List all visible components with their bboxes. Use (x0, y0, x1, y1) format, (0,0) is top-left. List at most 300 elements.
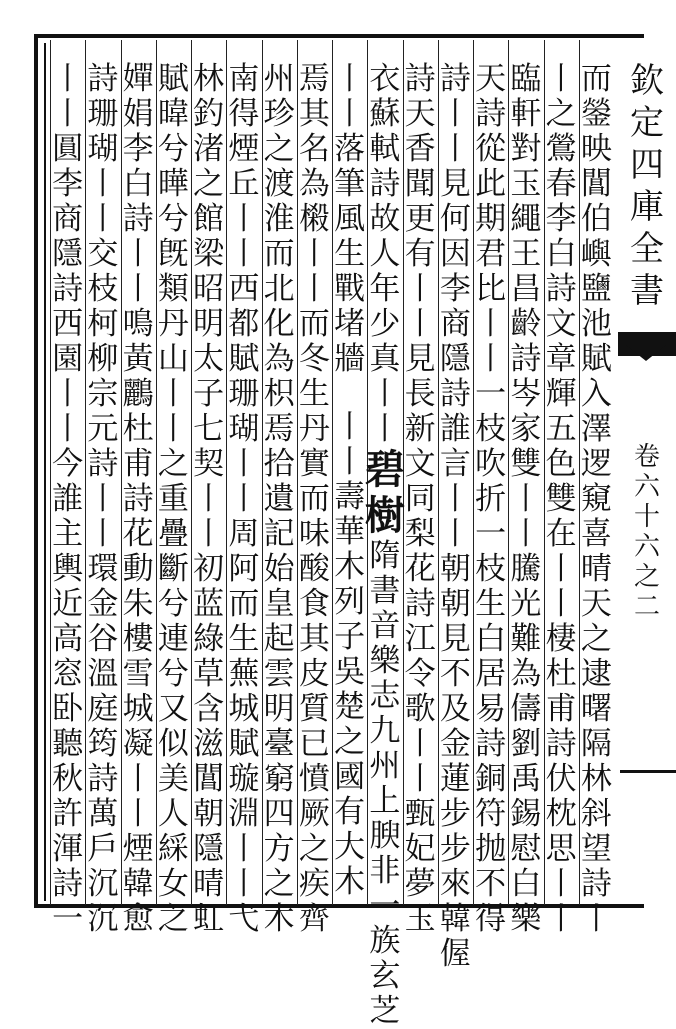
text-column (83, 61, 123, 937)
column-char: 一 (52, 901, 84, 937)
column-char: 動 (122, 551, 154, 587)
column-char: 繩 (510, 201, 542, 237)
column-char: 疾 (298, 866, 330, 902)
column-char: 江 (404, 621, 436, 657)
column-char: 枝 (87, 271, 119, 307)
column-char: 人 (157, 796, 189, 832)
column-char: 一 (475, 376, 507, 412)
column-char: 腴 (369, 818, 401, 854)
column-char: 隋 (369, 538, 401, 574)
column-char: 交 (87, 236, 119, 272)
banxin-title-char: 庫 (630, 187, 664, 227)
column-char: 實 (298, 446, 330, 482)
column-char: 丨 (228, 831, 260, 867)
banxin-juan-char: 之 (633, 562, 660, 592)
column-char: 而 (580, 61, 612, 97)
column-char: 憤 (298, 761, 330, 797)
column-char: 香 (404, 131, 436, 167)
column-char: 丹 (298, 411, 330, 447)
column-char: 鳴 (122, 306, 154, 342)
column-char: 初 (193, 551, 225, 587)
column-char: 丨 (193, 481, 225, 517)
column-char: 丨 (87, 516, 119, 552)
column-char: 玄 (369, 958, 401, 994)
column-char: 主 (52, 516, 84, 552)
column-char: 丨 (475, 306, 507, 342)
column-char: 窺 (580, 481, 612, 517)
column-char: 隔 (580, 726, 612, 762)
column-char: 聽 (52, 726, 84, 762)
text-column (506, 61, 546, 937)
column-char: 鶯 (545, 131, 577, 167)
column-char: 珊 (87, 96, 119, 132)
column-char: 淵 (228, 796, 260, 832)
column-char: 君 (475, 236, 507, 272)
column-char: 丨 (157, 376, 189, 412)
column-char: 吹 (475, 446, 507, 482)
column-char: 愈 (122, 901, 154, 937)
column-char: 梁 (193, 236, 225, 272)
column-char: 對 (510, 131, 542, 167)
text-column (330, 62, 370, 900)
column-char: 谷 (87, 621, 119, 657)
column-char: 商 (439, 306, 471, 342)
column-char: 焉 (298, 61, 330, 97)
column-char: 之 (193, 166, 225, 202)
column-char: 丨 (122, 796, 154, 832)
column-char: 閶 (193, 761, 225, 797)
column-char: 丨 (545, 866, 577, 902)
banxin-title-char: 全 (630, 229, 664, 269)
column-char: 銅 (475, 761, 507, 797)
column-char: 起 (263, 621, 295, 657)
column-char: 始 (263, 551, 295, 587)
column-char: 丨 (439, 96, 471, 132)
column-char: 美 (157, 761, 189, 797)
column-char: 渾 (52, 831, 84, 867)
column-char: 韓 (122, 866, 154, 902)
column-char: 何 (439, 201, 471, 237)
column-char: 伏 (545, 761, 577, 797)
column-char: 有 (404, 236, 436, 272)
column-char: 列 (334, 584, 366, 620)
column-char: 符 (475, 796, 507, 832)
column-char: 梨 (404, 516, 436, 552)
column-char: 風 (334, 201, 366, 237)
column-char: 家 (510, 411, 542, 447)
column-char: 比 (475, 271, 507, 307)
column-char: 王 (510, 236, 542, 272)
column-char: 丨 (404, 306, 436, 342)
column-char: 見 (439, 166, 471, 202)
column-char: 楚 (334, 689, 366, 725)
column-char: 斷 (157, 551, 189, 587)
column-char: 言 (439, 446, 471, 482)
column-char: 棲 (545, 621, 577, 657)
column-char: 園 (52, 341, 84, 377)
column-char: 輝 (545, 376, 577, 412)
column-char: 思 (545, 831, 577, 867)
column-char: 志 (369, 678, 401, 714)
column-char: 華 (334, 514, 366, 550)
column-char: 丨 (52, 376, 84, 412)
column-char: 非 (369, 853, 401, 889)
column-char: 樓 (122, 621, 154, 657)
banxin-juan (618, 442, 676, 622)
column-char: 文 (545, 306, 577, 342)
column-char: 見 (404, 341, 436, 377)
column-char: 沉 (87, 866, 119, 902)
column-char: 卧 (52, 691, 84, 727)
column-char: 聞 (404, 166, 436, 202)
column-char: 芝 (369, 993, 401, 1029)
column-char: 丨 (87, 201, 119, 237)
column-char: 南 (228, 61, 260, 97)
column-char: 生 (228, 621, 260, 657)
column-char: 州 (369, 748, 401, 784)
text-column (118, 61, 158, 937)
column-char: 圓 (52, 131, 84, 167)
column-char: 歌 (404, 691, 436, 727)
column-char: 五 (545, 411, 577, 447)
column-char: 晴 (193, 866, 225, 902)
column-char: 白 (475, 621, 507, 657)
text-column (294, 61, 334, 937)
column-char: 兮 (157, 201, 189, 237)
column-char: 上 (369, 783, 401, 819)
column-char: 賦 (228, 726, 260, 762)
column-char: 秋 (52, 761, 84, 797)
column-char: 嶼 (580, 236, 612, 272)
column-char: 此 (475, 166, 507, 202)
column-char: 章 (545, 341, 577, 377)
text-column (224, 61, 264, 937)
column-char: 丨 (545, 551, 577, 587)
column-char: 化 (263, 306, 295, 342)
text-column (400, 61, 440, 937)
column-char: 丨 (52, 96, 84, 132)
column-char: 山 (157, 341, 189, 377)
column-char: 在 (545, 516, 577, 552)
column-char: 玉 (510, 166, 542, 202)
column-char: 雙 (545, 481, 577, 517)
column-char: 見 (439, 621, 471, 657)
column-char: 少 (369, 306, 401, 342)
column-char: 樧 (298, 201, 330, 237)
column-char: 為 (263, 341, 295, 377)
column-char: 逻 (580, 446, 612, 482)
column-char: 滋 (193, 726, 225, 762)
column-char: 戶 (87, 831, 119, 867)
column-char: 鎣 (580, 96, 612, 132)
column-char: 凝 (122, 726, 154, 762)
column-char: 詩 (369, 166, 401, 202)
column-char: 西 (228, 271, 260, 307)
column-char: 鸝 (122, 376, 154, 412)
heading-term-char: 碧 (364, 446, 405, 493)
column-char: 旣 (157, 236, 189, 272)
column-char: 臨 (510, 61, 542, 97)
banxin-juan-char: 卷 (633, 442, 660, 472)
column-char: 沉 (87, 901, 119, 937)
column-char: 淮 (263, 201, 295, 237)
column-char: 朝 (193, 796, 225, 832)
column-char: 柳 (87, 341, 119, 377)
column-char: 林 (580, 761, 612, 797)
banxin-title-char: 定 (630, 103, 664, 143)
column-char: 晴 (580, 551, 612, 587)
column-char: 丨 (439, 481, 471, 517)
column-char: 閶 (580, 166, 612, 202)
column-char: 詩 (475, 96, 507, 132)
column-char: 岑 (510, 376, 542, 412)
column-char: 而 (298, 481, 330, 517)
column-char: 儔 (510, 691, 542, 727)
column-char: 杜 (122, 411, 154, 447)
column-char: 記 (263, 516, 295, 552)
column-char: 丨 (334, 409, 366, 445)
column-char: 李 (439, 271, 471, 307)
column-char: 丨 (228, 201, 260, 237)
column-char: 館 (193, 201, 225, 237)
column-char: 之 (157, 446, 189, 482)
column-char: 妃 (404, 831, 436, 867)
column-char: 釣 (193, 96, 225, 132)
column-char: 詩 (122, 481, 154, 517)
column-char: 丨 (334, 61, 366, 97)
column-char: 丨 (369, 411, 401, 447)
column-char: 綵 (157, 831, 189, 867)
column-char: 而 (298, 306, 330, 342)
column-char: 丨 (122, 236, 154, 272)
column-char: 真 (369, 341, 401, 377)
column-char: 伯 (580, 201, 612, 237)
column-char: 一 (475, 516, 507, 552)
column-char: 厥 (298, 796, 330, 832)
text-column (189, 61, 229, 937)
column-char: 阿 (228, 551, 260, 587)
column-char: 丨 (228, 236, 260, 272)
column-char: 得 (228, 96, 260, 132)
column-char: 遺 (263, 481, 295, 517)
column-char: 連 (157, 621, 189, 657)
column-char: 喜 (580, 516, 612, 552)
column-char: 朝 (439, 551, 471, 587)
column-char: 嬋 (122, 61, 154, 97)
column-char: 草 (193, 656, 225, 692)
column-char: 渡 (263, 166, 295, 202)
column-char: 拾 (263, 446, 295, 482)
column-char: 萬 (87, 796, 119, 832)
column-char: 丨 (404, 271, 436, 307)
column-char: 衣 (369, 61, 401, 97)
column-char: 詩 (404, 61, 436, 97)
column-char: 周 (228, 516, 260, 552)
column-char: 柯 (87, 306, 119, 342)
column-char: 曄 (157, 166, 189, 202)
column-char: 音 (369, 608, 401, 644)
column-char: 色 (545, 446, 577, 482)
column-char: 杜 (545, 656, 577, 692)
column-char: 壽 (334, 479, 366, 515)
column-char: 賦 (228, 341, 260, 377)
column-char: 城 (228, 691, 260, 727)
column-char: 甫 (122, 446, 154, 482)
column-char: 丨 (228, 866, 260, 902)
column-char: 樂 (510, 901, 542, 937)
column-char: 詩 (439, 61, 471, 97)
column-char: 偓 (439, 936, 471, 972)
column-char: 近 (52, 586, 84, 622)
column-char: 詩 (545, 726, 577, 762)
column-char: 窓 (52, 656, 84, 692)
column-char: 蘇 (369, 96, 401, 132)
column-char: 木 (334, 864, 366, 900)
column-char: 筆 (334, 166, 366, 202)
column-char: 之 (157, 901, 189, 937)
column-char: 齡 (510, 306, 542, 342)
column-char: 曙 (580, 691, 612, 727)
column-char: 步 (439, 796, 471, 832)
column-char: 煙 (228, 131, 260, 167)
column-char: 朝 (439, 586, 471, 622)
column-char: 雪 (122, 656, 154, 692)
column-char: 其 (298, 96, 330, 132)
banxin-juan-char: 六 (633, 472, 660, 502)
column-char: 鹽 (580, 271, 612, 307)
column-char: 甫 (545, 691, 577, 727)
column-char: 詩 (87, 61, 119, 97)
column-char: 丨 (87, 481, 119, 517)
column-char: 皮 (298, 656, 330, 692)
column-char: 丨 (298, 271, 330, 307)
column-char: 珍 (263, 96, 295, 132)
column-char: 溫 (87, 656, 119, 692)
column-char: 賦 (157, 61, 189, 97)
column-char: 綠 (193, 621, 225, 657)
column-char: 齊 (298, 901, 330, 937)
column-char: 兮 (157, 131, 189, 167)
column-char: 來 (439, 866, 471, 902)
column-char: 詩 (122, 201, 154, 237)
column-char: 冬 (298, 341, 330, 377)
column-char: 隱 (52, 236, 84, 272)
text-column (364, 61, 405, 1029)
column-char: 弋 (228, 901, 260, 937)
column-char: 似 (157, 726, 189, 762)
column-char: 契 (193, 446, 225, 482)
column-char: 有 (334, 794, 366, 830)
column-char: 方 (263, 831, 295, 867)
column-char: 許 (52, 796, 84, 832)
column-char: 堵 (334, 306, 366, 342)
column-char: 從 (475, 131, 507, 167)
column-char: 丨 (122, 271, 154, 307)
column-char: 子 (193, 376, 225, 412)
column-char: 易 (475, 691, 507, 727)
column-char: 丨 (228, 481, 260, 517)
column-char: 元 (87, 411, 119, 447)
column-char: 誰 (439, 411, 471, 447)
column-char: 落 (334, 131, 366, 167)
column-char: 吳 (334, 654, 366, 690)
column-char: 令 (404, 656, 436, 692)
column-char: 金 (87, 586, 119, 622)
column-char: 北 (263, 271, 295, 307)
column-char: 花 (404, 551, 436, 587)
column-char: 天 (580, 586, 612, 622)
column-char: 丨 (545, 586, 577, 622)
column-char: 丨 (334, 444, 366, 480)
column-char: 商 (52, 201, 84, 237)
column-char: 皇 (263, 586, 295, 622)
column-char: 璇 (228, 761, 260, 797)
column-char: 不 (475, 866, 507, 902)
text-column (576, 61, 616, 937)
column-char: 枝 (475, 551, 507, 587)
column-char: 丨 (404, 761, 436, 797)
column-char: 生 (475, 586, 507, 622)
column-char: 丨 (369, 376, 401, 412)
column-char: 玉 (404, 901, 436, 937)
column-char: 黃 (122, 341, 154, 377)
text-column (471, 61, 511, 937)
column-char: 雲 (263, 656, 295, 692)
column-char: 詩 (475, 726, 507, 762)
column-char: 焉 (263, 411, 295, 447)
column-char: 蕪 (228, 656, 260, 692)
text-column (435, 61, 475, 972)
column-char: 丘 (228, 166, 260, 202)
column-char: 又 (157, 691, 189, 727)
column-char: 瑚 (228, 411, 260, 447)
column-char: 軒 (510, 96, 542, 132)
banxin-title-char: 四 (630, 145, 664, 185)
column-char: 戰 (334, 271, 366, 307)
text-column (48, 61, 88, 937)
column-char: 白 (122, 166, 154, 202)
column-char: 得 (475, 901, 507, 937)
column-char: 賦 (580, 341, 612, 377)
column-char: 四 (263, 796, 295, 832)
column-char: 重 (157, 481, 189, 517)
column-char: 質 (298, 691, 330, 727)
column-char: 庭 (87, 691, 119, 727)
banxin-title-char: 書 (630, 271, 664, 311)
column-char: 丨 (334, 96, 366, 132)
column-char: 夢 (404, 866, 436, 902)
column-char: 詩 (52, 866, 84, 902)
column-char: 含 (193, 691, 225, 727)
column-char: 詩 (87, 446, 119, 482)
column-char: 宗 (87, 376, 119, 412)
column-char: 林 (193, 61, 225, 97)
column-char: 之 (298, 831, 330, 867)
column-char: 入 (580, 376, 612, 412)
column-char: 禹 (510, 761, 542, 797)
heading-term-char: 樹 (364, 492, 405, 539)
column-char: 映 (580, 131, 612, 167)
column-char: 甄 (404, 796, 436, 832)
column-char: 更 (404, 201, 436, 237)
column-char: 味 (298, 516, 330, 552)
column-char: 花 (122, 516, 154, 552)
banxin-juan-char: 六 (633, 532, 660, 562)
column-char: 丨 (122, 761, 154, 797)
column-char: 因 (439, 236, 471, 272)
banxin-title-char: 欽 (630, 61, 664, 101)
column-char: 慰 (510, 831, 542, 867)
